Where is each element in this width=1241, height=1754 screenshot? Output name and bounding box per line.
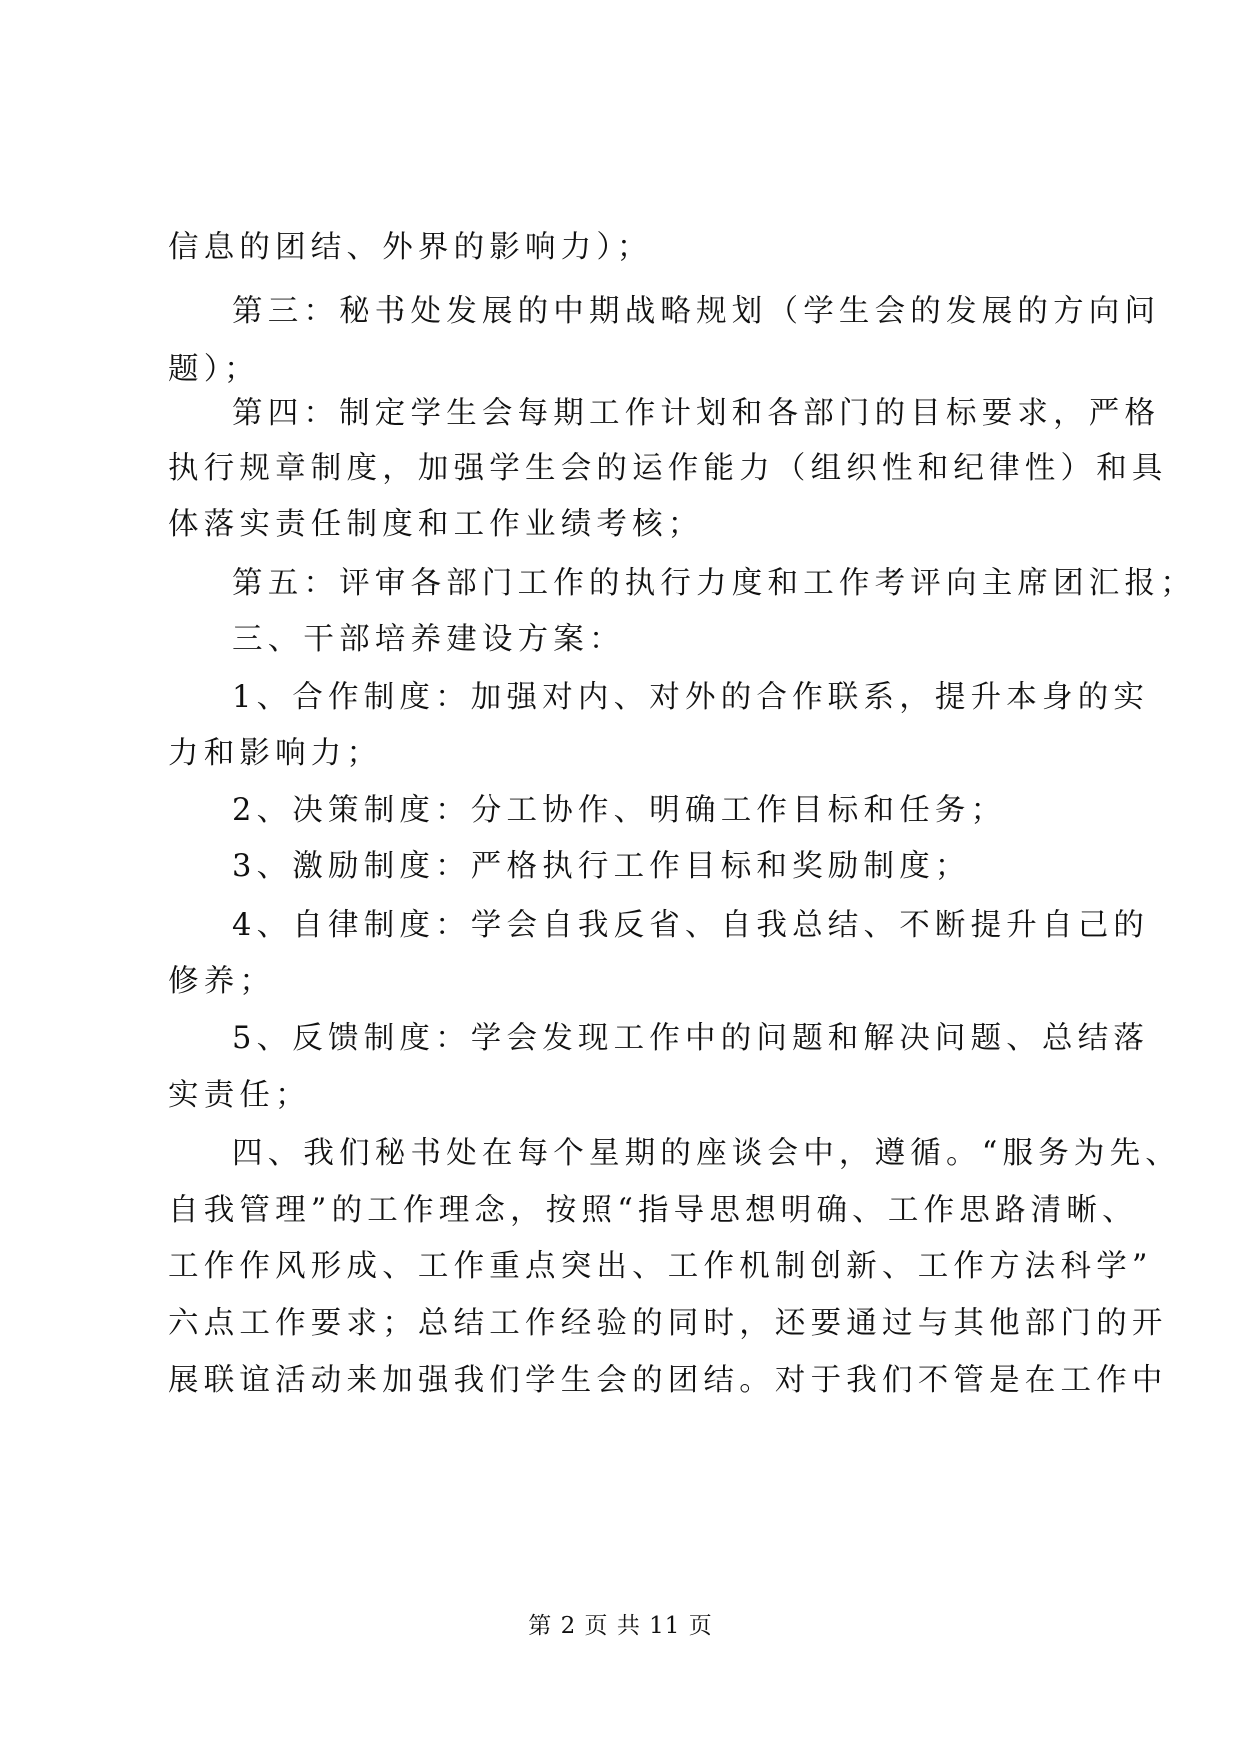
text-line: 执行规章制度，加强学生会的运作能力（组织性和纪律性）和具: [168, 451, 1168, 486]
text-line: 第五：评审各部门工作的执行力度和工作考评向主席团汇报；: [232, 566, 1196, 601]
text-line: 5、反馈制度：学会发现工作中的问题和解决问题、总结落: [232, 1021, 1150, 1056]
text-line: 实责任；: [168, 1078, 311, 1113]
page-number-footer: 第 2 页 共 11 页: [528, 1613, 713, 1639]
text-line: 信息的团结、外界的影响力）；: [168, 230, 653, 265]
text-line: 1、合作制度：加强对内、对外的合作联系，提升本身的实: [232, 680, 1150, 715]
text-line: 三、干部培养建设方案：: [232, 622, 625, 657]
text-line: 第三：秘书处发展的中期战略规划（学生会的发展的方向问: [232, 294, 1161, 329]
text-line: 题）；: [168, 352, 260, 387]
text-line: 修养；: [168, 964, 276, 999]
text-line: 展联谊活动来加强我们学生会的团结。对于我们不管是在工作中: [168, 1363, 1168, 1398]
text-line: 第四：制定学生会每期工作计划和各部门的目标要求，严格: [232, 396, 1161, 431]
text-line: 工作作风形成、工作重点突出、工作机制创新、工作方法科学”: [168, 1249, 1153, 1284]
text-line: 四、我们秘书处在每个星期的座谈会中，遵循。“服务为先、: [232, 1136, 1181, 1171]
text-line: 2、决策制度：分工协作、明确工作目标和任务；: [232, 793, 1007, 828]
text-line: 自我管理”的工作理念，按照“指导思想明确、工作思路清晰、: [168, 1193, 1138, 1228]
text-line: 力和影响力；: [168, 736, 383, 771]
text-line: 4、自律制度：学会自我反省、自我总结、不断提升自己的: [232, 908, 1150, 943]
text-line: 3、激励制度：严格执行工作目标和奖励制度；: [232, 849, 971, 884]
text-line: 六点工作要求；总结工作经验的同时，还要通过与其他部门的开: [168, 1306, 1168, 1341]
text-line: 体落实责任制度和工作业绩考核；: [168, 507, 704, 542]
